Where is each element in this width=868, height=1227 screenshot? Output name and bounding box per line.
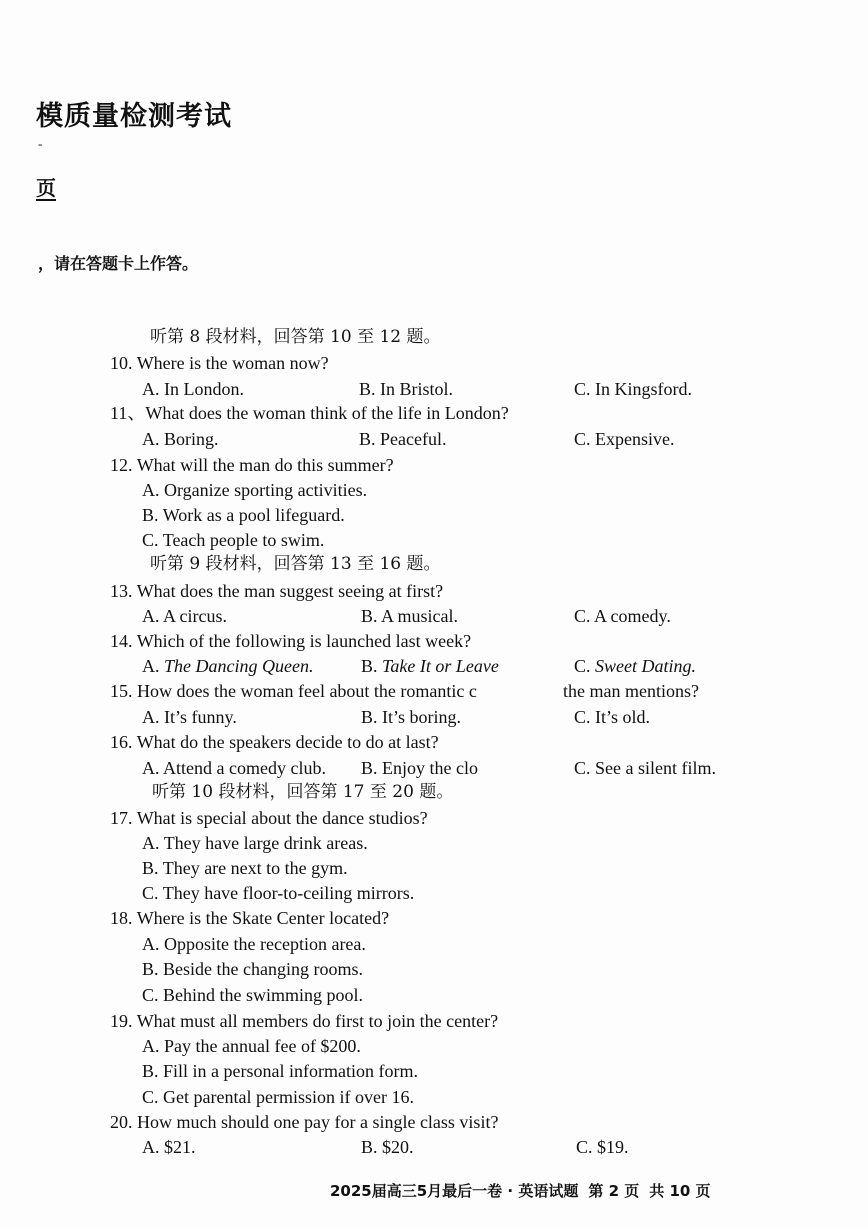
option-text: Expensive. bbox=[595, 429, 675, 449]
question-text: What must all members do first to join the center? bbox=[136, 1011, 499, 1031]
option-c bbox=[142, 529, 324, 551]
page-number: 第 2 页 bbox=[588, 1182, 640, 1200]
option-letter: C. bbox=[142, 985, 159, 1005]
question-text: Where is the woman now? bbox=[136, 353, 329, 373]
option-text: $20. bbox=[382, 1137, 414, 1157]
option-letter: A. bbox=[142, 429, 160, 449]
option-letter: C. bbox=[142, 1087, 159, 1107]
option-text: They have floor-to-ceiling mirrors. bbox=[162, 883, 415, 903]
option-letter: C. bbox=[576, 1137, 593, 1157]
question-text: What will the man do this summer? bbox=[136, 455, 394, 475]
option-letter: A. bbox=[142, 656, 160, 676]
option-text: A musical. bbox=[381, 606, 459, 626]
option-letter: C. bbox=[574, 758, 591, 778]
question-16 bbox=[110, 731, 439, 753]
option-text: It’s old. bbox=[595, 707, 651, 727]
question-number: 19. bbox=[110, 1011, 133, 1031]
option-text: It’s boring. bbox=[382, 707, 462, 727]
option-text: Organize sporting activities. bbox=[164, 480, 368, 500]
option-text: Boring. bbox=[164, 429, 219, 449]
option-letter: A. bbox=[142, 480, 160, 500]
question-number: 13. bbox=[110, 581, 133, 601]
option-text: Behind the swimming pool. bbox=[163, 985, 364, 1005]
option-c bbox=[142, 984, 363, 1006]
question-number: 18. bbox=[110, 908, 133, 928]
question-number: 14. bbox=[110, 631, 133, 651]
option-text: Attend a comedy club. bbox=[163, 758, 326, 778]
option-c bbox=[574, 706, 650, 728]
option-b bbox=[361, 605, 458, 627]
option-text: Peaceful. bbox=[380, 429, 447, 449]
question-20 bbox=[110, 1111, 498, 1133]
option-letter: A. bbox=[142, 707, 160, 727]
option-b bbox=[361, 1136, 414, 1158]
option-c bbox=[574, 605, 671, 627]
option-b bbox=[142, 958, 363, 980]
option-text: Opposite the reception area. bbox=[164, 934, 366, 954]
question-15 bbox=[110, 680, 477, 702]
question-17 bbox=[110, 807, 428, 829]
question-number: 11、 bbox=[110, 403, 146, 423]
option-letter: C. bbox=[574, 656, 591, 676]
option-letter: B. bbox=[361, 758, 378, 778]
option-letter: A. bbox=[142, 379, 160, 399]
option-text: Fill in a personal information form. bbox=[163, 1061, 418, 1081]
option-letter: C. bbox=[142, 530, 159, 550]
option-b bbox=[142, 504, 345, 526]
option-c bbox=[574, 378, 692, 400]
option-text: In Kingsford. bbox=[595, 379, 693, 399]
question-number: 20. bbox=[110, 1112, 133, 1132]
question-13 bbox=[110, 580, 443, 602]
option-a bbox=[142, 479, 367, 501]
option-b bbox=[361, 706, 461, 728]
option-text: Take It or Leave bbox=[382, 656, 499, 676]
option-text: Work as a pool lifeguard. bbox=[162, 505, 345, 525]
option-letter: B. bbox=[361, 656, 378, 676]
option-a bbox=[142, 706, 237, 728]
option-letter: B. bbox=[142, 505, 159, 525]
answer-instruction: ，请在答题卡上作答。 bbox=[38, 254, 199, 273]
option-letter: A. bbox=[142, 1036, 160, 1056]
option-b bbox=[142, 857, 348, 879]
option-text: Sweet Dating. bbox=[595, 656, 697, 676]
section-heading: 听第 8 段材料，回答第 10 至 12 题。 bbox=[150, 327, 441, 347]
option-letter: C. bbox=[574, 429, 591, 449]
side-character: 页 bbox=[36, 172, 56, 201]
option-text: Pay the annual fee of $200. bbox=[164, 1036, 361, 1056]
option-letter: A. bbox=[142, 833, 160, 853]
option-text: Teach people to swim. bbox=[162, 530, 325, 550]
option-text: See a silent film. bbox=[595, 758, 716, 778]
question-18 bbox=[110, 907, 389, 929]
question-number: 12. bbox=[110, 455, 133, 475]
option-a bbox=[142, 655, 313, 677]
option-letter: A. bbox=[142, 758, 160, 778]
option-text: Beside the changing rooms. bbox=[163, 959, 363, 979]
option-a bbox=[142, 378, 244, 400]
option-a bbox=[142, 1035, 361, 1057]
question-15-continuation: the man mentions? bbox=[563, 681, 699, 701]
question-text: What does the woman think of the life in London? bbox=[145, 403, 509, 423]
option-text: Get parental permission if over 16. bbox=[163, 1087, 414, 1107]
option-letter: B. bbox=[359, 429, 376, 449]
option-b bbox=[361, 655, 499, 677]
option-text: In Bristol. bbox=[380, 379, 454, 399]
option-c bbox=[142, 882, 414, 904]
option-c bbox=[142, 1086, 414, 1108]
option-letter: C. bbox=[574, 707, 591, 727]
question-10 bbox=[110, 352, 329, 374]
question-text: Where is the Skate Center located? bbox=[136, 908, 390, 928]
question-number: 15. bbox=[110, 681, 133, 701]
question-text: How does the woman feel about the romantic c bbox=[137, 681, 477, 701]
option-letter: B. bbox=[361, 606, 378, 626]
page-title: 模质量检测考试 bbox=[36, 101, 232, 132]
option-c bbox=[576, 1136, 629, 1158]
section-heading: 听第 9 段材料，回答第 13 至 16 题。 bbox=[150, 554, 441, 574]
option-b bbox=[359, 428, 446, 450]
option-text: Enjoy the clo bbox=[382, 758, 478, 778]
option-text: They are next to the gym. bbox=[162, 858, 348, 878]
option-letter: C. bbox=[142, 883, 159, 903]
question-number: 17. bbox=[110, 808, 133, 828]
option-letter: B. bbox=[142, 959, 159, 979]
option-c bbox=[574, 428, 675, 450]
option-c bbox=[574, 655, 696, 677]
option-a bbox=[142, 757, 326, 779]
option-a bbox=[142, 933, 366, 955]
option-b bbox=[142, 1060, 418, 1082]
question-text: What do the speakers decide to do at last? bbox=[136, 732, 439, 752]
option-letter: B. bbox=[361, 707, 378, 727]
question-number: 16. bbox=[110, 732, 133, 752]
page-total: 共 10 页 bbox=[649, 1182, 711, 1200]
option-a bbox=[142, 605, 227, 627]
question-number: 10. bbox=[110, 353, 133, 373]
option-letter: C. bbox=[574, 379, 591, 399]
option-b bbox=[361, 757, 478, 779]
option-letter: B. bbox=[142, 1061, 159, 1081]
option-letter: A. bbox=[142, 606, 160, 626]
option-a bbox=[142, 428, 219, 450]
option-letter: A. bbox=[142, 1137, 160, 1157]
option-text: A circus. bbox=[163, 606, 227, 626]
question-14 bbox=[110, 630, 471, 652]
option-text: A comedy. bbox=[594, 606, 671, 626]
option-a bbox=[142, 832, 368, 854]
option-letter: A. bbox=[142, 934, 160, 954]
option-letter: B. bbox=[142, 858, 159, 878]
option-text: They have large drink areas. bbox=[163, 833, 368, 853]
option-text: $19. bbox=[597, 1137, 629, 1157]
option-letter: B. bbox=[359, 379, 376, 399]
question-text: What is special about the dance studios? bbox=[136, 808, 428, 828]
question-12 bbox=[110, 454, 394, 476]
question-text: Which of the following is launched last week? bbox=[136, 631, 472, 651]
option-text: It’s funny. bbox=[164, 707, 237, 727]
exam-name: 2025届高三5月最后一卷 · 英语试题 bbox=[330, 1182, 579, 1200]
option-a bbox=[142, 1136, 196, 1158]
page-footer bbox=[330, 1180, 711, 1201]
question-text: How much should one pay for a single class visit? bbox=[137, 1112, 499, 1132]
option-letter: C. bbox=[574, 606, 591, 626]
option-text: The Dancing Queen. bbox=[164, 656, 314, 676]
question-text: What does the man suggest seeing at first? bbox=[136, 581, 444, 601]
scan-mark: - bbox=[38, 136, 43, 151]
option-letter: B. bbox=[361, 1137, 378, 1157]
question-19 bbox=[110, 1010, 498, 1032]
option-c bbox=[574, 757, 716, 779]
option-text: $21. bbox=[164, 1137, 196, 1157]
option-b bbox=[359, 378, 453, 400]
option-text: In London. bbox=[164, 379, 244, 399]
question-11 bbox=[110, 402, 509, 424]
section-heading: 听第 10 段材料，回答第 17 至 20 题。 bbox=[152, 782, 454, 802]
